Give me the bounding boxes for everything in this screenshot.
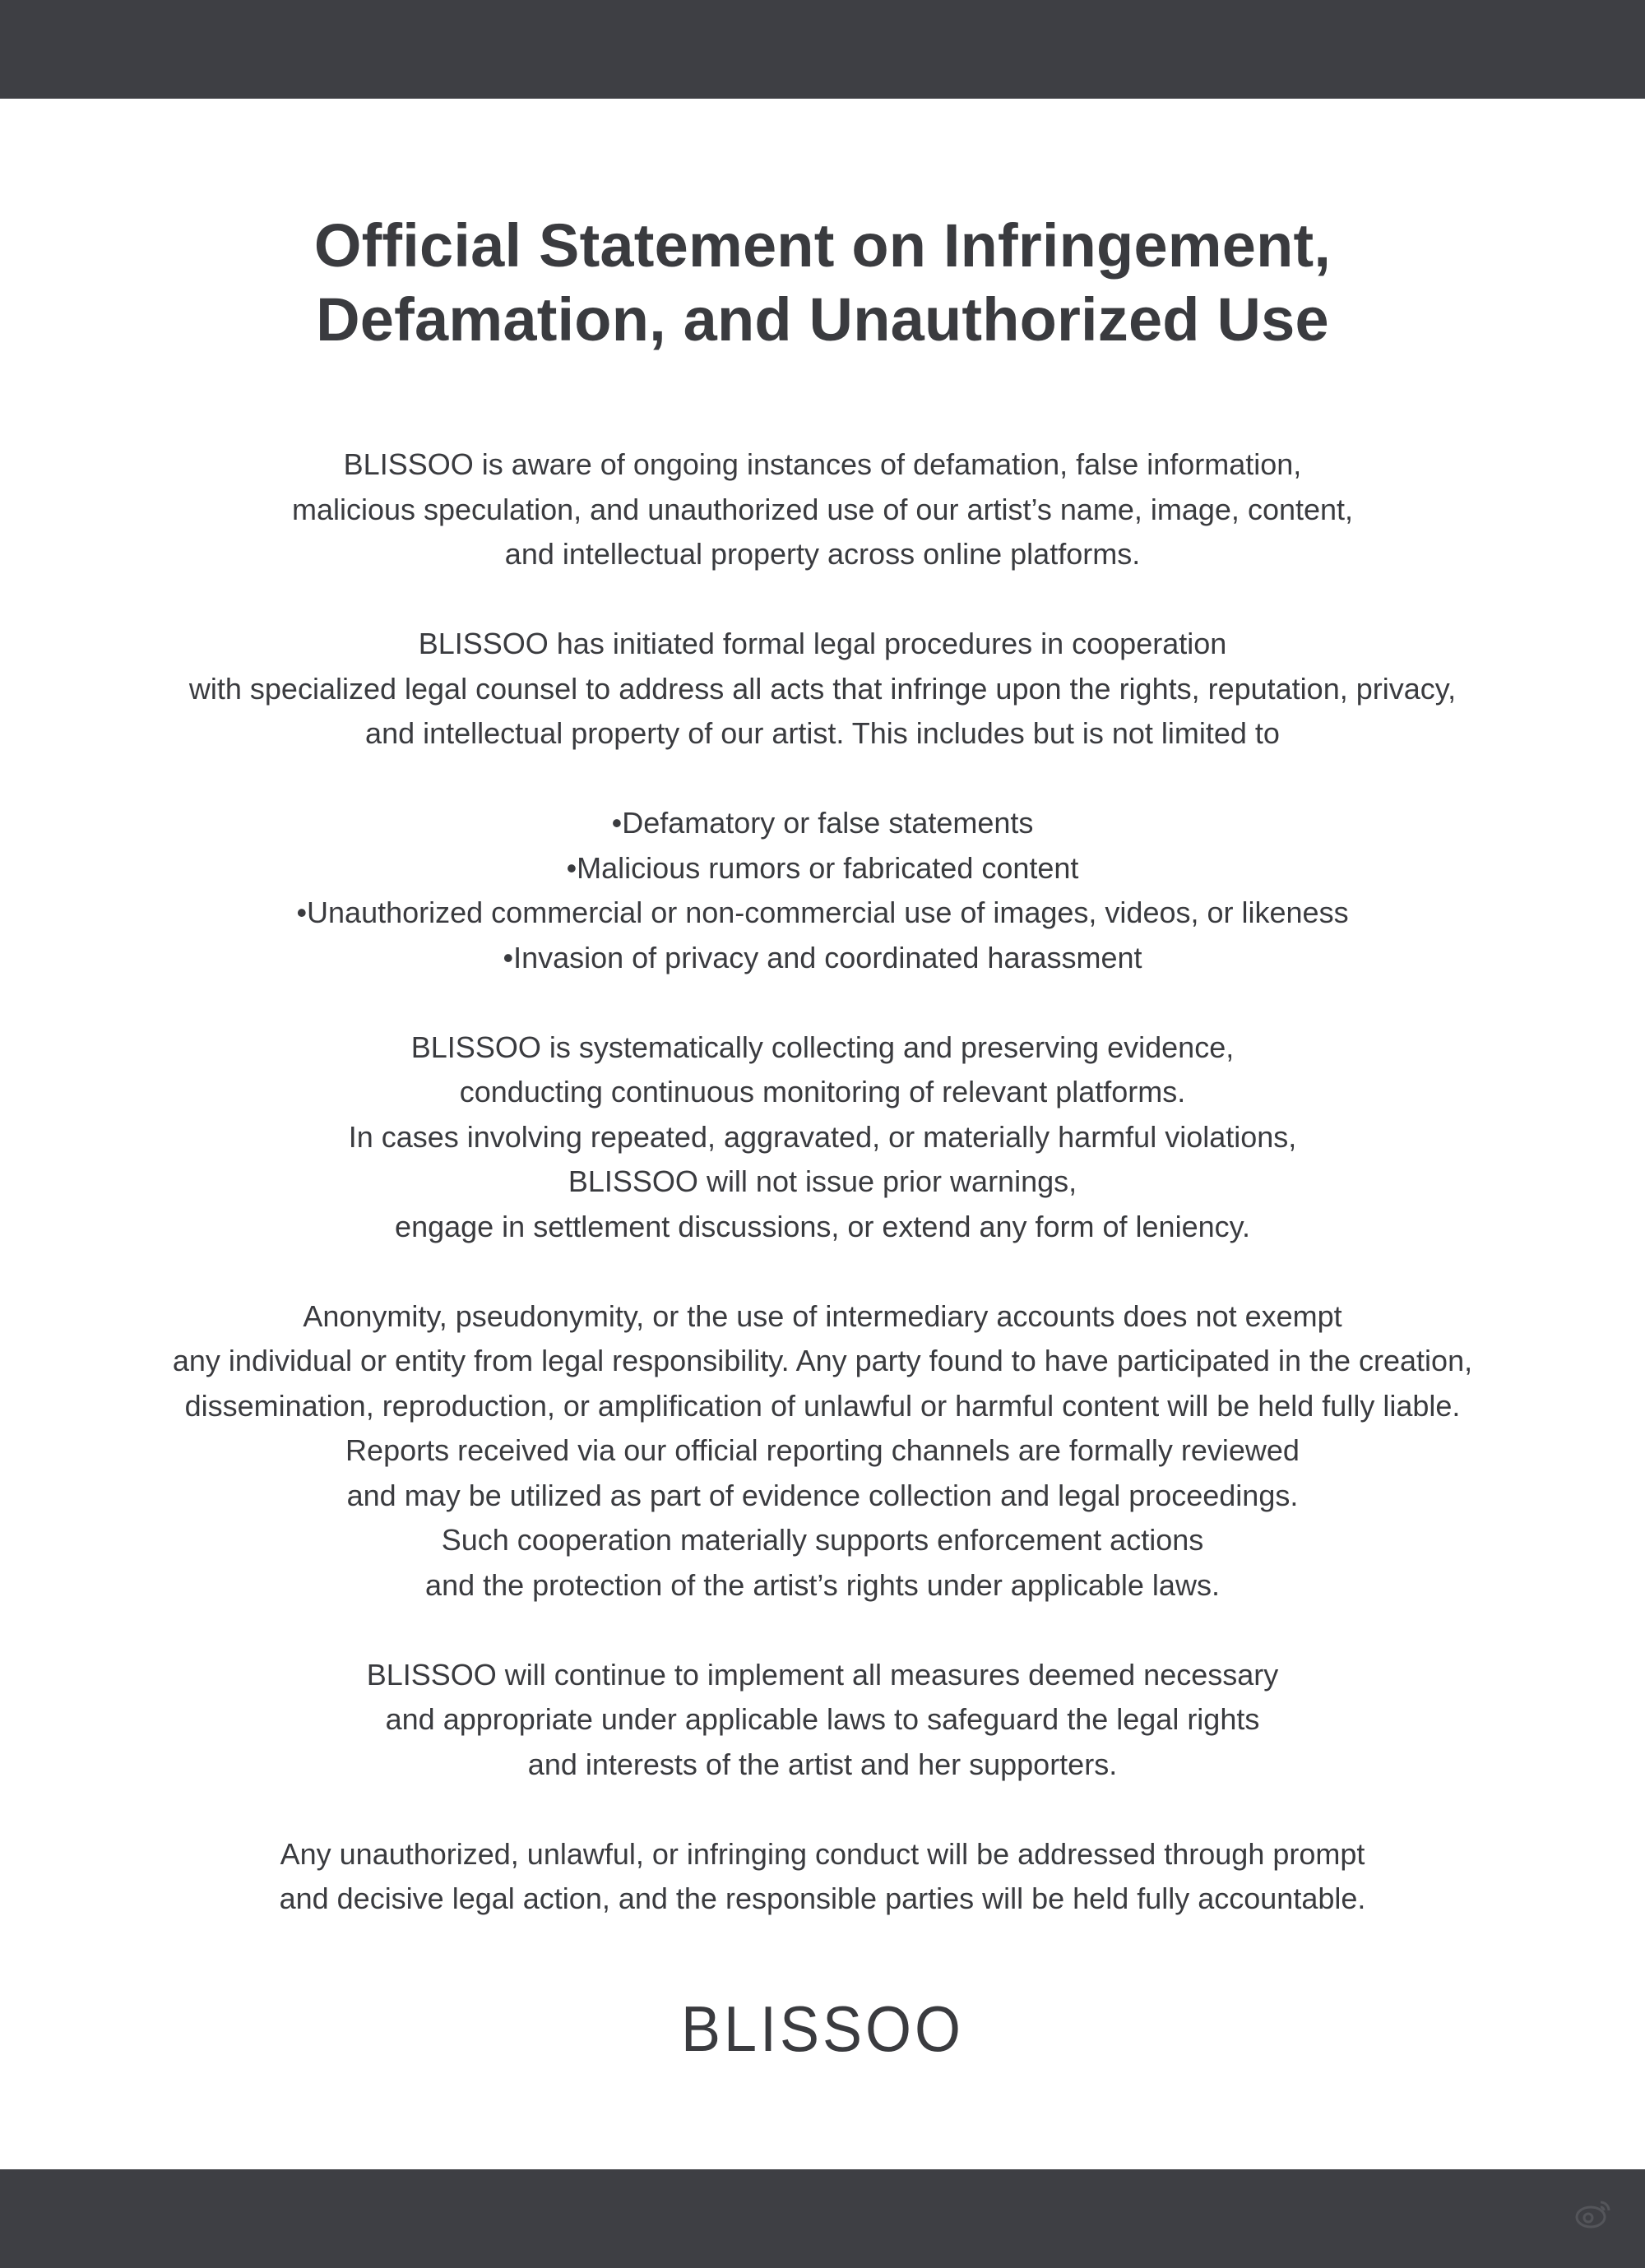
page-title <box>164 209 1480 357</box>
paragraph-legal-procedures <box>0 622 1645 757</box>
paragraph-closing <box>0 1832 1645 1922</box>
statement-body <box>0 442 1645 1922</box>
text-line: engage in settlement discussions, or extend any form of leniency. <box>395 1209 1250 1243</box>
text-line: dissemination, reproduction, or amplification of unlawful or harmful content will be held fully liable. <box>184 1388 1461 1423</box>
text-line: and appropriate under applicable laws to safeguard the legal rights <box>385 1702 1260 1736</box>
text-line: Any unauthorized, unlawful, or infringing conduct will be addressed through prompt <box>280 1836 1365 1871</box>
text-line: BLISSOO is aware of ongoing instances of defamation, false information, <box>343 447 1302 481</box>
bottom-banner-bar <box>0 2169 1645 2268</box>
statement-document <box>0 99 1645 1966</box>
violation-list <box>0 801 1645 980</box>
text-line: BLISSOO will continue to implement all measures deemed necessary <box>366 1657 1279 1692</box>
text-line: and intellectual property of our artist. This includes but is not limited to <box>365 716 1280 750</box>
text-line: BLISSOO has initiated formal legal procedures in cooperation <box>418 627 1227 660</box>
paragraph-anonymity <box>0 1294 1645 1608</box>
paragraph-measures <box>0 1653 1645 1788</box>
text-line: BLISSOO is systematically collecting and preserving evidence, <box>410 1030 1235 1064</box>
blissoo-logo <box>0 1993 1645 2066</box>
text-line: malicious speculation, and unauthorized use of our artist’s name, image, content, <box>291 492 1354 526</box>
text-line: Reports received via our official reporting channels are formally reviewed <box>345 1433 1300 1467</box>
list-item: •Defamatory or false statements <box>611 806 1034 840</box>
paragraph-evidence <box>0 1025 1645 1250</box>
weibo-watermark-icon <box>1574 2197 1612 2230</box>
text-line: and interests of the artist and her supporters. <box>527 1747 1118 1781</box>
text-line: BLISSOO will not issue prior warnings, <box>568 1164 1077 1198</box>
text-line: conducting continuous monitoring of relevant platforms. <box>459 1075 1186 1109</box>
list-item: •Malicious rumors or fabricated content <box>566 850 1079 885</box>
list-item: •Unauthorized commercial or non-commercial use of images, videos, or likeness <box>296 896 1349 929</box>
top-banner-bar <box>0 0 1645 99</box>
text-line: and the protection of the artist’s rights under applicable laws. <box>425 1567 1220 1602</box>
text-line: and decisive legal action, and the responsible parties will be held fully accountable. <box>279 1882 1366 1915</box>
logo-text: BLISSOO <box>680 1993 965 2066</box>
text-line: any individual or entity from legal responsibility. Any party found to have participated in the creation, <box>172 1344 1473 1377</box>
text-line: and may be utilized as part of evidence collection and legal proceedings. <box>346 1478 1299 1512</box>
watermark <box>1574 2191 1612 2237</box>
title-line: Official Statement on Infringement, <box>313 211 1332 280</box>
list-item: •Invasion of privacy and coordinated harassment <box>503 940 1142 974</box>
text-line: In cases involving repeated, aggravated, or materially harmful violations, <box>348 1119 1297 1154</box>
text-line: and intellectual property across online platforms. <box>504 537 1141 571</box>
text-line: with specialized legal counsel to address all acts that infringe upon the rights, reputation, privacy, <box>188 671 1457 706</box>
text-line: Such cooperation materially supports enforcement actions <box>441 1523 1204 1557</box>
paragraph-awareness <box>0 442 1645 577</box>
text-line: Anonymity, pseudonymity, or the use of intermediary accounts does not exempt <box>303 1298 1342 1333</box>
title-line: Defamation, and Unauthorized Use <box>316 285 1329 354</box>
